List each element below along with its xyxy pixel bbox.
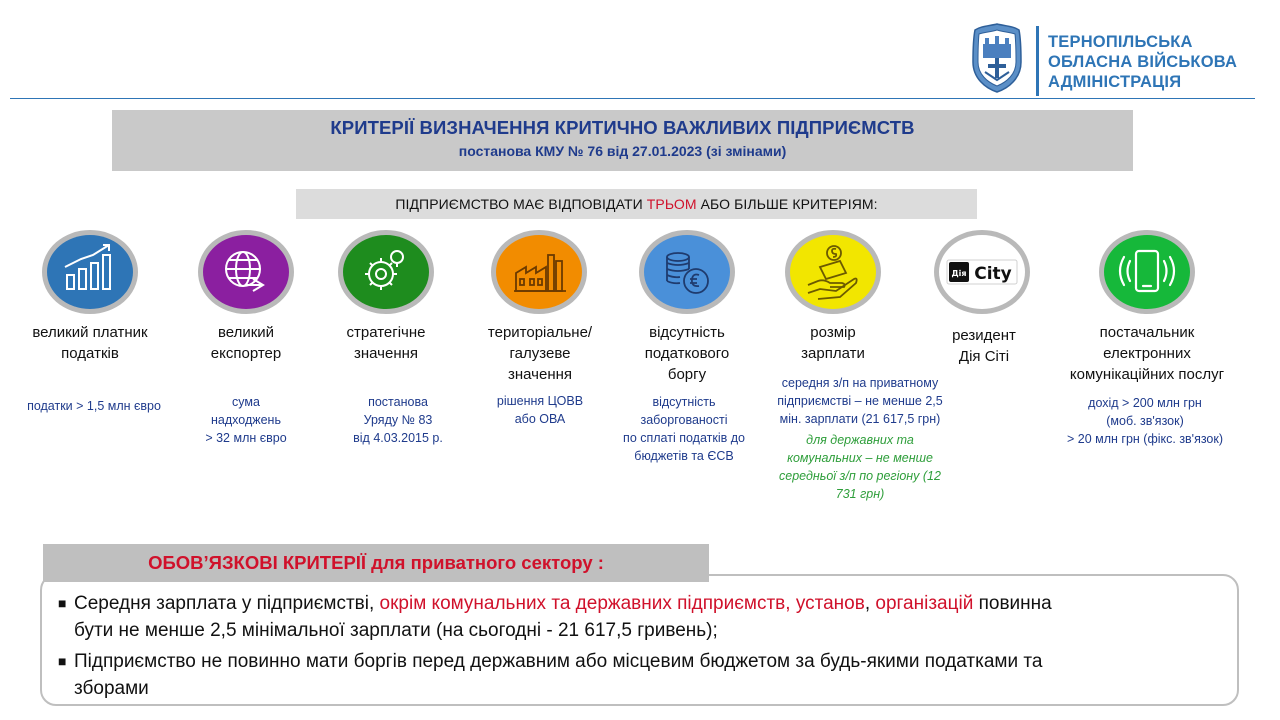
title-banner bbox=[112, 110, 1133, 171]
ternopil-emblem-icon bbox=[967, 22, 1027, 94]
bullet-square-icon: ■ bbox=[58, 653, 67, 669]
criterion-ecom-detail bbox=[1040, 394, 1250, 448]
requirement-text-after: АБО БІЛЬШЕ КРИТЕРІЯМ: bbox=[696, 196, 878, 212]
criterion-detail-line: (моб. зв'язок) bbox=[1106, 414, 1184, 428]
criterion-strategic-detail bbox=[318, 393, 478, 447]
diia-logo-text: City bbox=[974, 264, 1012, 284]
requirement-banner bbox=[296, 189, 977, 219]
criterion-large-taxpayer-circle bbox=[41, 229, 139, 315]
criterion-large-exporter-label bbox=[180, 322, 312, 364]
page-title: КРИТЕРІЇ ВИЗНАЧЕННЯ КРИТИЧНО ВАЖЛИВИХ ПІДПРИЄМСТВ bbox=[330, 117, 915, 138]
criterion-salary-state-detail bbox=[756, 431, 964, 503]
criterion-label-line: розмір bbox=[810, 324, 856, 341]
header-divider bbox=[1036, 26, 1039, 96]
criterion-label-line: постачальник bbox=[1099, 324, 1195, 341]
criterion-label-line: резидент bbox=[952, 327, 1016, 344]
criterion-detail-line: надходжень bbox=[211, 413, 281, 427]
criterion-detail-line: > 20 млн грн (фікс. зв'язок) bbox=[1066, 432, 1224, 446]
criterion-label-line: територіальне/ bbox=[487, 324, 593, 341]
mandatory-bullet-no-debt bbox=[58, 648, 1223, 702]
criterion-detail-line: постанова bbox=[368, 395, 428, 409]
criterion-label-line: значення bbox=[353, 345, 419, 362]
criterion-detail-line: по сплаті податків до bbox=[623, 431, 745, 445]
bullet-square-icon: ■ bbox=[58, 595, 67, 611]
criterion-detail-line: заборгованості bbox=[640, 413, 728, 427]
criterion-detail-line: дохід > 200 млн грн bbox=[1088, 396, 1202, 410]
organization-name bbox=[1048, 32, 1237, 92]
bullet-text-red: організацій bbox=[875, 593, 974, 614]
page-subtitle: постанова КМУ № 76 від 27.01.2023 (зі змінами) bbox=[458, 143, 787, 159]
org-name-line2: ОБЛАСНА ВІЙСЬКОВА bbox=[1048, 53, 1238, 71]
criterion-detail-line: податки > 1,5 млн євро bbox=[27, 399, 161, 413]
criterion-detail-line: мін. зарплати (21 617,5 грн) bbox=[779, 412, 941, 426]
bullet-text-line2: бути не менше 2,5 мінімальної зарплати (на сьогодні - 21 617,5 гривень); bbox=[74, 620, 718, 641]
criterion-large-exporter-detail bbox=[170, 393, 322, 447]
criterion-detail-line: середня з/п на приватному bbox=[781, 376, 939, 390]
org-name-line3: АДМІНІСТРАЦІЯ bbox=[1048, 73, 1182, 91]
bullet-text-part: , bbox=[864, 593, 876, 614]
criterion-detail-line: від 4.03.2015 р. bbox=[353, 431, 443, 445]
diia-logo-prefix: Дія bbox=[951, 269, 967, 278]
criterion-no-debt-detail bbox=[604, 393, 764, 465]
criterion-label-line: зарплати bbox=[801, 345, 865, 362]
criterion-detail-line: середньої з/п по регіону (12 bbox=[779, 469, 941, 483]
criterion-detail-line: 731 грн) bbox=[835, 487, 885, 501]
globe-export-icon bbox=[197, 229, 295, 315]
criterion-ecom-circle bbox=[1098, 229, 1196, 315]
factory-icon bbox=[490, 229, 588, 315]
criterion-ecom-label bbox=[1060, 322, 1234, 385]
criterion-detail-line: бюджетів та ЄСВ bbox=[634, 449, 734, 463]
salary-hand-icon bbox=[784, 229, 882, 315]
criterion-label-line: Дія Сіті bbox=[958, 348, 1010, 365]
diia-city-icon bbox=[933, 229, 1031, 315]
criterion-diia-city-circle bbox=[933, 229, 1031, 315]
criterion-territorial-circle bbox=[490, 229, 588, 315]
criterion-large-taxpayer-detail bbox=[4, 397, 184, 415]
criterion-strategic-circle bbox=[337, 229, 435, 315]
criterion-salary-label bbox=[766, 322, 900, 364]
bullet-text-part: повинна bbox=[973, 593, 1052, 614]
criterion-label-line: стратегічне bbox=[346, 324, 426, 341]
criterion-label-line: значення bbox=[507, 366, 573, 383]
criterion-detail-line: сума bbox=[232, 395, 260, 409]
criterion-territorial-detail bbox=[466, 392, 614, 428]
strategy-gears-icon bbox=[337, 229, 435, 315]
criterion-salary-detail bbox=[756, 374, 964, 428]
criterion-salary-circle bbox=[784, 229, 882, 315]
criterion-large-exporter-circle bbox=[197, 229, 295, 315]
criterion-detail-line: комунальних – не менше bbox=[787, 451, 933, 465]
mandatory-criteria-header bbox=[43, 544, 709, 582]
criterion-detail-line: > 32 млн євро bbox=[205, 431, 287, 445]
smartphone-signal-icon bbox=[1098, 229, 1196, 315]
criterion-label-line: електронних bbox=[1103, 345, 1191, 362]
mandatory-header-red: ОБОВ’ЯЗКОВІ КРИТЕРІЇ bbox=[148, 552, 372, 573]
criterion-detail-line: для державних та bbox=[806, 433, 914, 447]
coins-icon bbox=[638, 229, 736, 315]
criterion-strategic-label bbox=[326, 322, 446, 364]
criterion-label-line: великий bbox=[217, 324, 275, 341]
criterion-label-line: експортер bbox=[210, 345, 282, 362]
mandatory-bullet-salary bbox=[58, 590, 1223, 644]
mandatory-header-rest: для приватного сектору : bbox=[371, 552, 604, 573]
bar-chart-icon bbox=[41, 229, 139, 315]
criterion-label-line: відсутність bbox=[649, 324, 725, 341]
criterion-detail-line: Уряду № 83 bbox=[363, 413, 433, 427]
criterion-detail-line: рішення ЦОВВ bbox=[496, 394, 584, 408]
criterion-detail-line: відсутність bbox=[652, 395, 716, 409]
criterion-diia-city-label bbox=[924, 325, 1044, 367]
criterion-label-line: податкового bbox=[644, 345, 730, 362]
bullet-text-line2: зборами bbox=[74, 678, 149, 699]
bullet-text bbox=[58, 648, 1223, 702]
criterion-label-line: податків bbox=[61, 345, 119, 362]
criterion-territorial-label bbox=[470, 322, 610, 385]
bullet-text-red: окрім комунальних та державних підприємств, установ bbox=[379, 593, 865, 614]
requirement-text-before: ПІДПРИЄМСТВО МАЄ ВІДПОВІДАТИ bbox=[395, 196, 647, 212]
criterion-large-taxpayer-label bbox=[14, 322, 166, 364]
bullet-text-line1: Підприємство не повинно мати боргів перед державним або місцевим бюджетом за будь-якими податками та bbox=[74, 651, 1043, 672]
criterion-label-line: боргу bbox=[667, 366, 707, 383]
criterion-label-line: комунікаційних послуг bbox=[1069, 366, 1225, 383]
criterion-label-line: галузеве bbox=[509, 345, 571, 362]
criterion-label-line: великий платник bbox=[32, 324, 148, 341]
bullet-text-part: Середня зарплата у підприємстві, bbox=[74, 593, 380, 614]
criterion-no-debt-label bbox=[620, 322, 754, 385]
org-name-line1: ТЕРНОПІЛЬСЬКА bbox=[1048, 33, 1193, 51]
header-rule bbox=[10, 98, 1255, 99]
bullet-text bbox=[58, 590, 1223, 644]
criterion-detail-line: або ОВА bbox=[514, 412, 566, 426]
requirement-highlight: ТРЬОМ bbox=[646, 196, 697, 212]
criterion-detail-line: підприємстві – не менше 2,5 bbox=[777, 394, 943, 408]
criterion-no-debt-circle bbox=[638, 229, 736, 315]
